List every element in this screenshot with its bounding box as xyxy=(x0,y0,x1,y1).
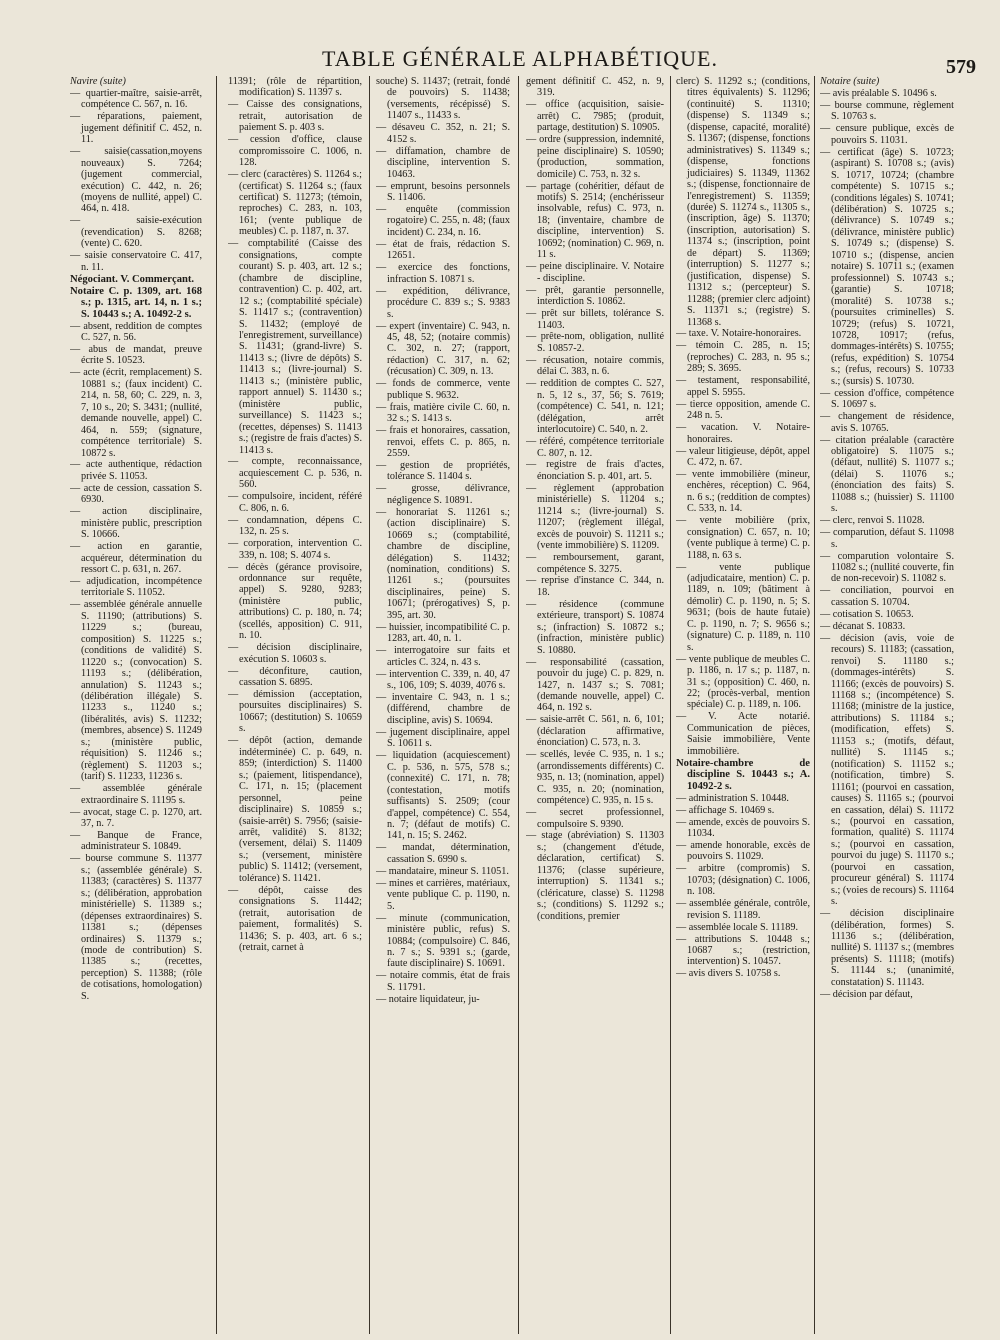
column-rule xyxy=(670,76,671,1334)
index-entry: — cession d'office, clause compromissoire C. 1006, n. 128. xyxy=(228,134,362,169)
index-entry: — bourse commune S. 11377 s.; (assemblée générale) S. 11383; (caractères) S. 11377 s.; (délibération, approbation ministérielle) S. 11389 s.; (dépenses extraordinaires) S. 11381 s.; (dépenses ordinaires) S. 11379 s.; (mode de contribution) S. 11385 s.; (recettes, perception) S. 11388; (rôle de cotisations, homologation) S. xyxy=(70,853,202,1002)
column-rule xyxy=(369,76,370,1334)
index-entry: — partage (cohéritier, défaut de motifs) S. 2514; (enchérisseur insolvable, refus) C. 973, n. 18; (inventaire, chambre de discipline, intervention) S. 10692; (nomination) C. 969, n. 11 s. xyxy=(526,180,664,261)
index-entry: — récusation, notaire commis, délai C. 383, n. 6. xyxy=(526,354,664,378)
index-entry: — affichage S. 10469 s. xyxy=(676,804,775,816)
index-entry: — déconfiture, caution, cassation S. 6895. xyxy=(228,665,362,689)
index-entry: — assemblée générale extraordinaire S. 11195 s. xyxy=(70,783,202,806)
index-entry: souche) S. 11437; (retrait, fondé de pouvoirs) S. 11438; (versements, récépissé) S. 11407 s., 11433 s. xyxy=(376,76,510,122)
index-entry: — dépôt, caisse des consignations S. 11442; (retrait, autorisation de paiement, formalités) S. 11436; S. p. 403, art. 6 s.; (retrait, carnet à xyxy=(228,884,362,953)
index-entry: — cotisation S. 10653. xyxy=(820,608,914,620)
index-entry: — jugement disciplinaire, appel S. 10611 s. xyxy=(376,726,510,750)
index-entry: — décision (avis, voie de recours) S. 11183; (cassation, renvoi) S. 11180 s.; (dommages-intérêts) S. 11166; (excès de pouvoirs) S. 11168 s.; (incompétence) S. 11168; (ministre de la justice, attributions) S. 11184 s.; (modification, effets) S. 11153 s.; (motifs, défaut, nullité) S. 11145 s.; (notification) S. 11152 s.; (notification, timbre) S. 11161; (pourvoi en cassation, causes) S. 11165 s.; (pourvoi en cassation, délai) S. 11172 s.; (pourvoi en cassation, formation, qualité) S. 11174 s.; (pourvoi en cassation, pourvoi du juge) S. 11170 s.; (pourvoi en cassation, procureur général) S. 11174 s.; (voies de recours) S. 11164 s. xyxy=(820,632,954,908)
index-entry: — décision disciplinaire, exécution S. 10603 s. xyxy=(228,642,362,665)
index-entry: — action en garantie, acquéreur, détermination du ressort C. p. 631, n. 267. xyxy=(70,541,202,576)
index-column-5 xyxy=(676,76,810,1338)
index-entry: — état de frais, rédaction S. 12651. xyxy=(376,238,510,262)
index-entry: clerc) S. 11292 s.; (conditions, titres équivalents) S. 11296; (continuité) S. 11310; (dispense) S. 11349 s.; (dispense, capacité, moralité) S. 11367; (dispense, fonctions administratives) S. 11349 s.; (dispense, fonctions judiciaires) S. 11349, 11362 s.; (dispense, fonctionnaire de l'enregistrement) S. 11359; (durée) S. 11274 s., 11305 s., (inscription, âge) S. 11370; (inscription, autorisation) S. 11374 s.; (inscription, point de départ) S. 11369; (interruption) S. 11277 s.; (justification, dispense) S. 11312 s.; (percepteur) S. 11288; (premier clerc adjoint) S. 11371 s.; (registre) S. 11368 s. xyxy=(676,76,810,328)
index-entry: — conciliation, pourvoi en cassation S. 10704. xyxy=(820,585,954,608)
index-entry: — comparution volontaire S. 11082 s.; (nullité couverte, fin de non-recevoir) S. 11082 s. xyxy=(820,550,954,585)
index-entry: — compte, reconnaissance, acquiescement C. p. 536, n. 560. xyxy=(228,456,362,491)
index-entry: — saisie-arrêt C. 561, n. 6, 101; (déclaration affirmative, énonciation) C. 573, n. 3. xyxy=(526,714,664,749)
index-entry: — vente publique de meubles C. p. 1186, n. 17 s.; p. 1187, n. 31 s.; (opposition) C. 460, n. 22; (procès-verbal, mention spéciale) C. p. 1189, n. 106. xyxy=(676,653,810,711)
index-entry: — liquidation (acquiescement) C. p. 536, n. 575, 578 s.; (connexité) C. 171, n. 78; (contestation, motifs suffisants) S. 2509; (cour d'appel, compétence) C. 554, n. 7; (défaut de motifs) C. 141, n. 15; S. 2462. xyxy=(376,750,510,842)
index-entry: — arbitre (compromis) S. 10703; (désignation) C. 1006, n. 108. xyxy=(676,863,810,898)
index-entry: — quartier-maître, saisie-arrêt, compétence C. 567, n. 16. xyxy=(70,87,202,111)
index-column-2 xyxy=(228,76,362,1338)
index-entry: Notaire (suite) xyxy=(820,76,880,87)
index-entry: — huissier, incompatibilité C. p. 1283, art. 40, n. 1. xyxy=(376,621,510,645)
index-entry: — administration S. 10448. xyxy=(676,792,789,804)
index-entry: — Banque de France, administrateur S. 10849. xyxy=(70,829,202,853)
index-entry: — expédition, délivrance, procédure C. 839 s.; S. 9383 s. xyxy=(376,285,510,320)
index-entry: — décision disciplinaire (délibération, formes) S. 11136 s.; (délibération, nullité) S. 11137 s.; (membres présents) S. 11118; (motifs) S. 11144 s.; (unanimité, constatation) S. 11143. xyxy=(820,908,954,988)
index-entry: — changement de résidence, avis S. 10765. xyxy=(820,411,954,434)
index-entry: — mines et carrières, matériaux, vente publique C. p. 1190, n. 5. xyxy=(376,877,510,912)
index-entry: 11391; (rôle de répartition, modification) S. 11397 s. xyxy=(228,76,362,99)
index-entry: — attributions S. 10448 s.; 10687 s.; (restriction, intervention) S. 10457. xyxy=(676,933,810,968)
index-column-6 xyxy=(820,76,954,1338)
index-entry: — bourse commune, règlement S. 10763 s. xyxy=(820,99,954,123)
index-entry: Navire (suite) xyxy=(70,76,126,87)
index-entry: — inventaire C. 943, n. 1 s.; (différend, chambre de discipline, avis) S. 10694. xyxy=(376,692,510,726)
index-entry: — expert (inventaire) C. 943, n. 45, 48, 52; (notaire commis) C. 302, n. 27; (rapport, rédaction) C. 317, n. 62; (récusation) C. 309, n. 13. xyxy=(376,320,510,378)
index-entry: — office (acquisition, saisie-arrêt) C. 7985; (produit, partage, destitution) S. 10905. xyxy=(526,99,664,134)
index-entry: — interrogatoire sur faits et articles C. 324, n. 43 s. xyxy=(376,645,510,668)
index-entry: — absent, reddition de comptes C. 527, n. 56. xyxy=(70,320,202,343)
index-entry: — valeur litigieuse, dépôt, appel C. 472, n. 67. xyxy=(676,445,810,468)
index-entry: — résidence (commune extérieure, transport) S. 10874 s.; (infraction) S. 10872 s.; (infraction, ministère public) S. 10880. xyxy=(526,598,664,656)
index-entry: — cession d'office, compétence S. 10697 s. xyxy=(820,387,954,411)
index-entry: — saisie conservatoire C. 417, n. 11. xyxy=(70,250,202,273)
index-column-1 xyxy=(70,76,202,1338)
index-entry: — certificat (âge) S. 10723; (aspirant) S. 10708 s.; (avis) S. 10717, 10724; (chambre compétente) S. 10715 s.; (conditions légales) S. 10741; (délibération) S. 10725 s.; (délivrance) S. 10749 s.; (délivrance, ministère public) S. 10749 s.; (dispense) S. 10710 s.; (dispense, ancien notaire) S. 10711 s.; (examen professionnel) S. 10743 s.; (garantie) S. 10718; (moralité) S. 10738 s.; (poursuites criminelles) S. 10729; (refus) S. 10721, 10728, 10917; (refus, dommages-intérêts) S. 10755; (refus, expédition) S. 10754 s.; (refus, recours) S. 10733 s.; (sursis) S. 10730. xyxy=(820,146,954,387)
index-entry: — condamnation, dépens C. 132, n. 25 s. xyxy=(228,514,362,538)
index-entry: — dépôt (action, demande indéterminée) C. p. 649, n. 859; (interdiction) S. 11400 s.; (paiement, litispendance), C. 171, n. 15; (placement personnel, peine disciplinaire) S. 10859 s.; (saisie-arrêt) S. 7956; (saisie-arrêt, validité) S. 8132; (versement, délai) S. 11409 s.; (versement, ministère public) S. 11412; (versement, tolérance) S. 11421. xyxy=(228,735,362,884)
index-entry: — assemblée générale, contrôle, revision S. 11189. xyxy=(676,898,810,921)
index-entry: — acte de cession, cassation S. 6930. xyxy=(70,482,202,506)
index-column-4 xyxy=(526,76,664,1338)
index-entry: — comptabilité (Caisse des consignations, compte courant) S. p. 403, art. 12 s.; (chambre de discipline, contravention) C. p. 402, art. 12 s.; (comptabilité spéciale) S. 11417 s.; (contravention) S. 11432; (employé de l'enregistrement, surveillance) S. 11431; (grand-livre) S. 11413 s.; (livre de dépôts) S. 11413 s.; (livre-journal) S. 11413 s.; (ministère public, rapport annuel) S. 11430 s.; (ministère public, surveillance) S. 11423 s.; (recettes, dépenses) S. 11413 s.; (registre de frais d'actes) S. 11413 s. xyxy=(228,238,362,456)
column-rule xyxy=(814,76,815,1334)
index-entry: — règlement (approbation ministérielle) S. 11204 s.; 11214 s.; (livre-journal) S. 11207; (règlement illégal, excès de pouvoir) S. 11211 s.; (vente immobilière) S. 11209. xyxy=(526,482,664,552)
index-entry: — Caisse des consignations, retrait, autorisation de paiement S. p. 403 s. xyxy=(228,99,362,134)
index-heading: Négociant. V. Commerçant. xyxy=(70,273,195,285)
index-entry: — grosse, délivrance, négligence S. 10891. xyxy=(376,483,510,506)
index-entry: — taxe. V. Notaire-honoraires. xyxy=(676,328,802,340)
index-entry: — référé, compétence territoriale C. 807, n. 12. xyxy=(526,436,664,459)
index-entry: — minute (communication, ministère public, refus) S. 10884; (compulsoire) C. 846, n. 7 s.; S. 9391 s.; (garde, faute disciplinaire) S. 10691. xyxy=(376,912,510,970)
index-entry: — gestion de propriétés, tolérance S. 11404 s. xyxy=(376,459,510,483)
index-entry: — frais et honoraires, cassation, renvoi, effets C. p. 865, n. 2559. xyxy=(376,425,510,459)
index-entry: — prête-nom, obligation, nullité S. 10857-2. xyxy=(526,331,664,354)
index-entry: — action disciplinaire, ministère public, prescription S. 10666. xyxy=(70,506,202,541)
index-entry: — diffamation, chambre de discipline, intervention S. 10463. xyxy=(376,145,510,180)
index-entry: — réparations, paiement, jugement définitif C. 452, n. 11. xyxy=(70,111,202,146)
index-entry: gement définitif C. 452, n. 9, 319. xyxy=(526,76,664,99)
index-entry: — décision par défaut, xyxy=(820,988,913,1000)
index-entry: — avocat, stage C. p. 1270, art. 37, n. 7. xyxy=(70,806,202,829)
index-entry: — acte authentique, rédaction privée S. 11053. xyxy=(70,459,202,482)
index-entry: — vente publique (adjudicataire, mention) C. p. 1189, n. 109; (bâtiment à démolir) C. p. 1190, n. 5; S. 9631; (bois de haute futaie) C. p. 1190, n. 7; S. 9656 s.; (signature) C. p. 1189, n. 110 s. xyxy=(676,561,810,653)
index-entry: — reddition de comptes C. 527, n. 5, 12 s., 37, 56; S. 7619; (compétence) C. 541, n. 121; (délégation, arrêt interlocutoire) C. 540, n. 2. xyxy=(526,378,664,436)
index-entry: — frais, matière civile C. 60, n. 32 s.; S. 1413 s. xyxy=(376,401,510,425)
index-entry: — assemblée générale annuelle S. 11190; (attributions) S. 11229 s.; (bureau, composition) S. 11225 s.; (conditions de validité) S. 11220 s.; (convocation) S. 11193 s.; (délibération, annulation) S. 11243 s.; (délibération illégale) S. 11233 s., 11240 s.; (libéralités, avis) S. 11232; (membres, absence) S. 11249 s.; (ministère public, réquisition) S. 11246 s.; (règlement) S. 11203 s.; (tarif) S. 11233, 11236 s. xyxy=(70,599,202,783)
index-entry: — désaveu C. 352, n. 21; S. 4152 s. xyxy=(376,122,510,145)
running-header-title: TABLE GÉNÉRALE ALPHABÉTIQUE. xyxy=(322,46,718,71)
index-entry: — avis divers S. 10758 s. xyxy=(676,968,781,980)
index-entry: — enquête (commission rogatoire) C. 255, n. 48; (faux incident) C. 234, n. 16. xyxy=(376,203,510,238)
index-heading: Notaire-chambre de discipline S. 10443 s.; A. 10492-2 s. xyxy=(676,757,810,792)
index-entry: — amende honorable, excès de pouvoirs S. 11029. xyxy=(676,839,810,863)
index-entry: — assemblée locale S. 11189. xyxy=(676,921,799,933)
page-number: 579 xyxy=(946,56,976,78)
index-entry: — honorariat S. 11261 s.; (action disciplinaire) S. 10669 s.; (comptabilité, chambre de discipline, délégation) S. 11432; (nomination, conditions) S. 11261 s.; (poursuites disciplinaires, peine) S. 10671; (prérogatives) S, p. 395, art. 30. xyxy=(376,506,510,621)
column-rule xyxy=(518,76,519,1334)
index-entry: — responsabilité (cassation, pouvoir du juge) C. p. 829, n. 1427, n. 1437 s.; S. 7081; (demande nouvelle, appel) C. 464, n. 192 s. xyxy=(526,656,664,714)
index-entry: — intervention C. 339, n. 40, 47 s., 106, 109; S. 4039, 4076 s. xyxy=(376,668,510,692)
index-entry: — remboursement, garant, compétence S. 3275. xyxy=(526,552,664,575)
index-entry: — vente immobilière (mineur, enchères, réception) C. 964, n. 6 s.; (reddition de comptes) C. 533, n. 14. xyxy=(676,468,810,515)
index-entry: — V. Acte notarié. Communication de pièces, Saisie immobilière, Vente immobilière. xyxy=(676,711,810,757)
index-entry: — amende, excès de pouvoirs S. 11034. xyxy=(676,816,810,839)
index-entry: — citation préalable (caractère obligatoire) S. 11075 s.; (défaut, nullité) S. 11077 s.; (délai) S. 11076 s.; (énonciation des faits) S. 11088 s.; (huissier) S. 11100 s. xyxy=(820,434,954,515)
index-entry: — démission (acceptation, poursuites disciplinaires) S. 10667; (destitution) S. 10659 s. xyxy=(228,689,362,735)
index-entry: — peine disciplinaire. V. Notaire - discipline. xyxy=(526,261,664,284)
index-entry: — abus de mandat, preuve écrite S. 10523. xyxy=(70,343,202,367)
index-entry: — censure publique, excès de pouvoirs S. 11031. xyxy=(820,123,954,146)
column-rule xyxy=(216,76,217,1334)
index-entry: — clerc (caractères) S. 11264 s.; (certificat) S. 11264 s.; (faux certificat) S. 11273; (témoin, reproches) C. 283, n. 103, 161; (vente publique de meubles) C. p. 1187, n. 37. xyxy=(228,169,362,238)
index-entry: — adjudication, incompétence territoriale S. 11052. xyxy=(70,575,202,599)
index-entry: — vente mobilière (prix, consignation) C. 657, n. 10; (vente publique à terme) C. p. 1188, n. 63 s. xyxy=(676,515,810,561)
index-entry: — comparution, défaut S. 11098 s. xyxy=(820,527,954,550)
index-entry: — décès (gérance provisoire, ordonnance sur requête, appel) S. 9280, 9283; (ministère public, attributions) C. p. 180, n. 74; (scellés, apposition) C. 911, n. 10. xyxy=(228,561,362,642)
index-entry: — fonds de commerce, vente publique S. 9632. xyxy=(376,378,510,401)
index-entry: — notaire commis, état de frais S. 11791. xyxy=(376,970,510,993)
index-entry: — testament, responsabilité, appel S. 5955. xyxy=(676,375,810,398)
index-entry: — saisie(cassation,moyens nouveaux) S. 7264; (jugement commercial, exécution) C. 442, n. 26; (moyens de nullité, appel) C. 464, n. 418. xyxy=(70,146,202,215)
index-entry: — notaire liquidateur, ju- xyxy=(376,993,480,1005)
index-entry: — emprunt, besoins personnels S. 11406. xyxy=(376,180,510,204)
index-entry: — acte (écrit, remplacement) S. 10881 s.; (faux incident) C. 214, n. 58, 60; C. 229, n. 3, 7, 10 s., 20; S. 3431; (nullité, demande nouvelle, appel) C. 464, n. 559; (signature, compétence territoriale) S. 10872 s. xyxy=(70,367,202,459)
index-entry: — corporation, intervention C. 339, n. 108; S. 4074 s. xyxy=(228,538,362,561)
index-entry: — tierce opposition, amende C. 248 n. 5. xyxy=(676,398,810,422)
index-entry: — clerc, renvoi S. 11028. xyxy=(820,515,925,527)
index-entry: — témoin C. 285, n. 15; (reproches) C. 283, n. 95 s.; 289; S. 3695. xyxy=(676,340,810,375)
index-entry: — prêt sur billets, tolérance S. 11403. xyxy=(526,308,664,331)
index-entry: — secret professionnel, compulsoire S. 9390. xyxy=(526,807,664,830)
index-entry: — registre de frais d'actes, énonciation S. p. 401, art. 5. xyxy=(526,459,664,482)
index-entry: — prêt, garantie personnelle, interdiction S. 10862. xyxy=(526,284,664,308)
index-entry: — mandataire, mineur S. 11051. xyxy=(376,865,509,877)
index-entry: — avis préalable S. 10496 s. xyxy=(820,87,937,99)
index-entry: — reprise d'instance C. 344, n. 18. xyxy=(526,575,664,598)
index-column-3 xyxy=(376,76,510,1338)
index-entry: — saisie-exécution (revendication) S. 8268; (vente) C. 620. xyxy=(70,215,202,250)
index-entry: — scellés, levée C. 935, n. 1 s.; (arrondissements différents) C. 935, n. 13; (nomination, appel) C. 935, n. 20; (nomination, compétence) C. 935, n. 15 s. xyxy=(526,749,664,807)
index-entry: — exercice des fonctions, infraction S. 10871 s. xyxy=(376,262,510,285)
index-entry: — compulsoire, incident, référé C. 806, n. 6. xyxy=(228,491,362,514)
index-entry: — ordre (suppression, indemnité, peine disciplinaire) S. 10590; (production, sommation, domicile) C. 753, n. 32 s. xyxy=(526,134,664,180)
index-entry: — décanat S. 10833. xyxy=(820,620,906,632)
index-entry: — mandat, détermination, cassation S. 6990 s. xyxy=(376,842,510,865)
index-entry: — stage (abréviation) S. 11303 s.; (changement d'étude, déclaration, certificat) S. 11376; (classe supérieure, interruption) S. 11341 s.; (cléricature, classe) S. 11298 s.; (conditions) S. 11292 s.; (conditions, premier xyxy=(526,830,664,922)
index-entry: — vacation. V. Notaire-honoraires. xyxy=(676,422,810,445)
index-heading: Notaire C. p. 1309, art. 168 s.; p. 1315, art. 14, n. 1 s.; S. 10443 s.; A. 10492-2 s. xyxy=(70,285,202,320)
